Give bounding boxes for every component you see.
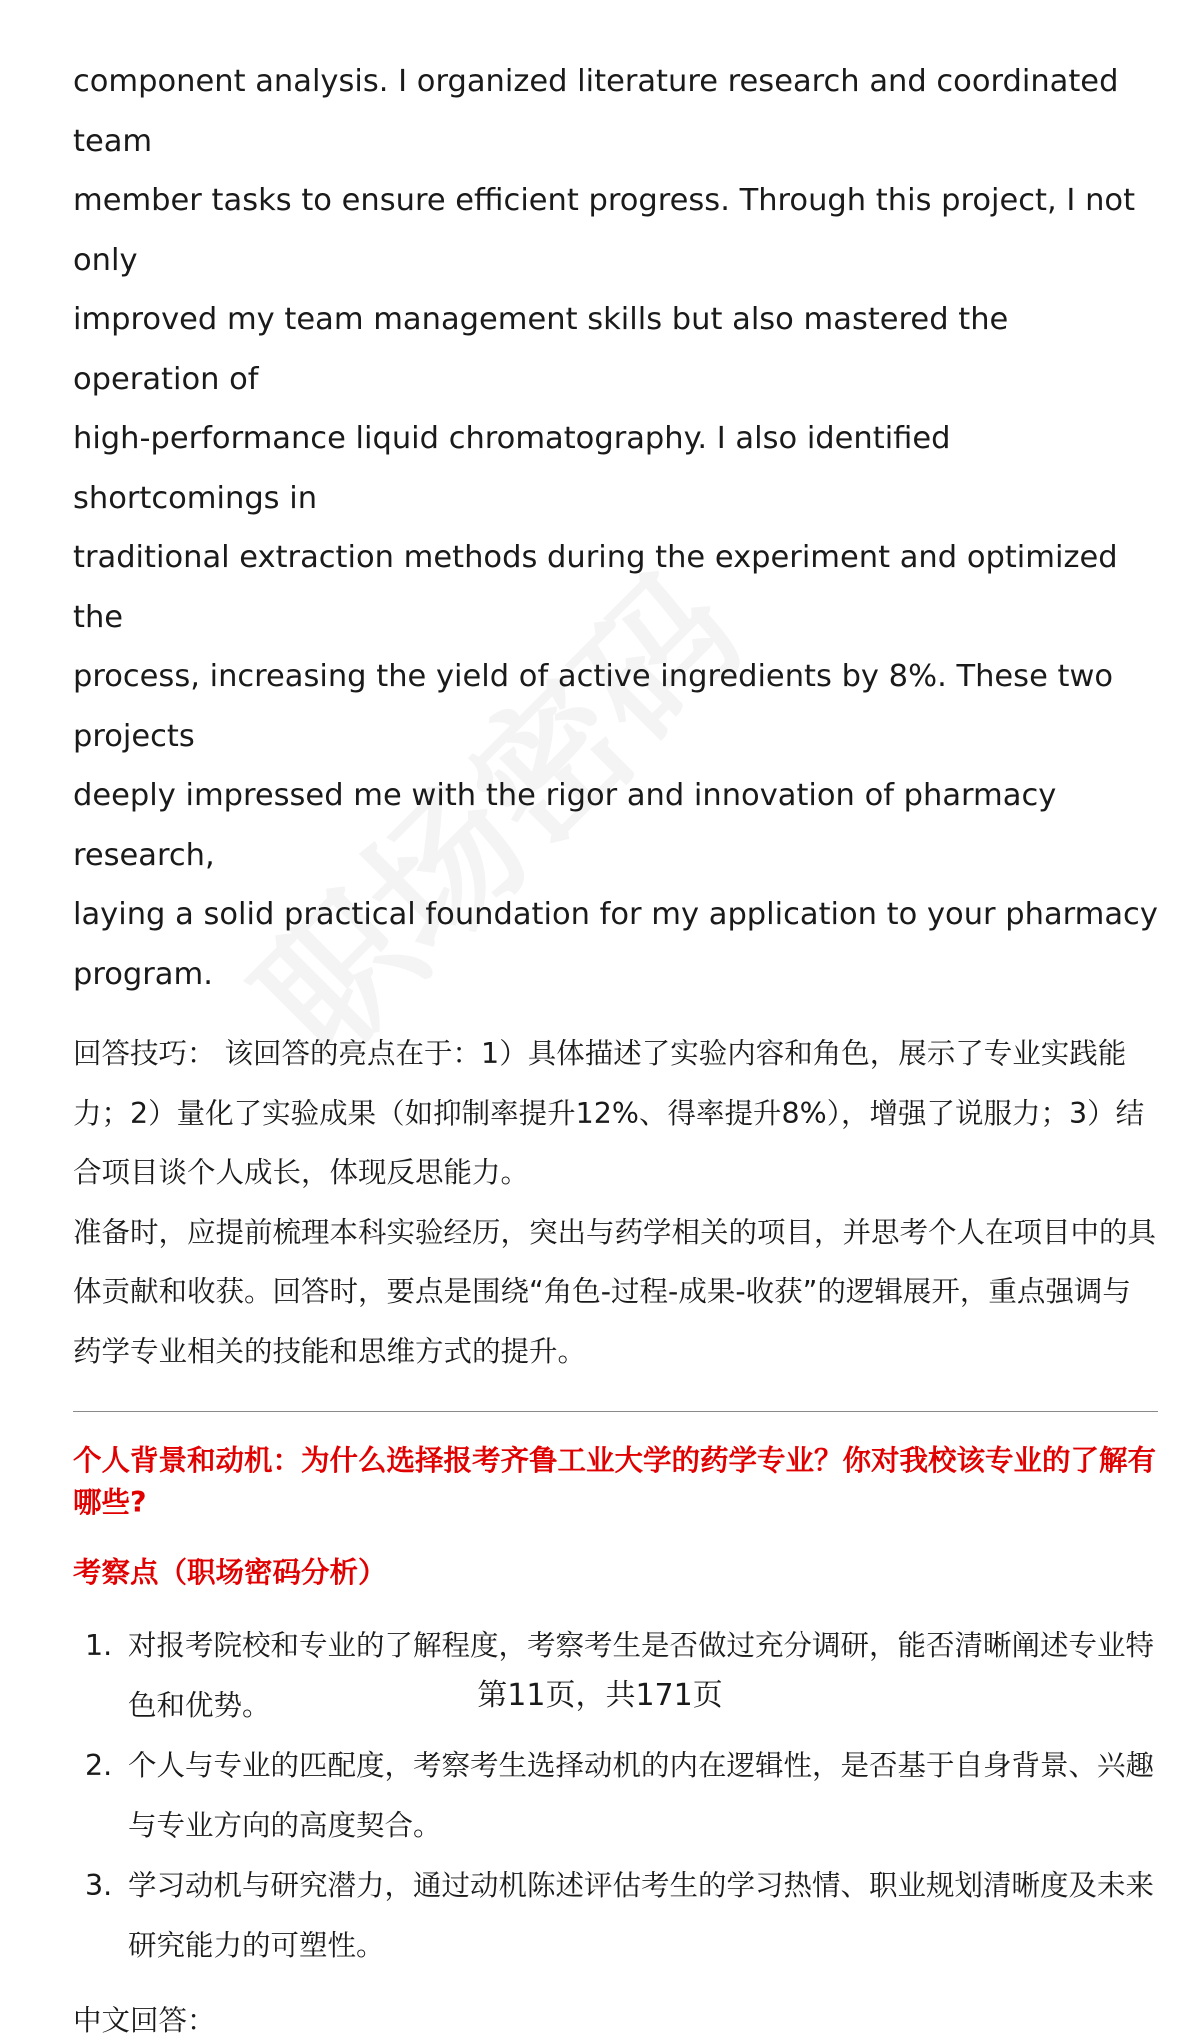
question-heading: 个人背景和动机：为什么选择报考齐鲁工业大学的药学专业？你对我校该专业的了解有哪些? [73,1444,1157,1519]
page-number-footer: 第11页，共171页 [477,1678,723,1713]
assessment-points-list [73,1616,1158,1976]
section-divider [73,1411,1158,1412]
paragraph-line: traditional extraction methods during the experiment and optimized the [73,540,1118,635]
list-item-text: 对报考院校和专业的了解程度，考察考生是否做过充分调研，能否清晰阐述专业特色和优势。 [128,1629,1155,1722]
document-page [73,52,1158,2042]
paragraph-line: process, increasing the yield of active ingredients by 8%. These two projects [73,659,1114,754]
paragraph-line: member tasks to ensure efficient progress. Through this project, I not only [73,183,1136,278]
list-number: 3. [85,1869,113,1902]
paragraph-line: improved my team management skills but also mastered the operation of [73,302,1009,397]
list-item-text: 个人与专业的匹配度，考察考生选择动机的内在逻辑性，是否基于自身背景、兴趣与专业方向的高度契合。 [128,1749,1155,1842]
list-item-text: 学习动机与研究潜力，通过动机陈述评估考生的学习热情、职业规划清晰度及未来研究能力的可塑性。 [128,1869,1155,1962]
paragraph-line: high-performance liquid chromatography. I also identified shortcomings in [73,421,951,516]
paragraph-line: component analysis. I organized literature research and coordinated team [73,64,1119,159]
paragraph-line: deeply impressed me with the rigor and innovation of pharmacy research, [73,778,1057,873]
list-number: 1. [85,1629,113,1662]
chinese-answer-label: 中文回答： [73,2004,216,2037]
paragraph-line: program. [73,956,213,992]
list-number: 2. [85,1749,113,1782]
assessment-points-title: 考察点（职场密码分析） [73,1556,387,1589]
answer-tips: 回答技巧： 该回答的亮点在于：1）具体描述了实验内容和角色，展示了专业实践能力；2）量化了实验成果（如抑制率提升12%、得率提升8%），增强了说服力；3）结合项目谈个人成长，体现反思能力。 [73,1037,1145,1189]
english-paragraph [73,52,1158,1004]
list-item [73,1856,1158,1976]
list-item [73,1736,1158,1856]
preparation-advice: 准备时，应提前梳理本科实验经历，突出与药学相关的项目，并思考个人在项目中的具体贡献和收获。回答时，要点是围绕“角色-过程-成果-收获”的逻辑展开，重点强调与药学专业相关的技能和思维方式的提升。 [73,1215,1157,1368]
paragraph-line: laying a solid practical foundation for my application to your pharmacy [73,897,1158,932]
